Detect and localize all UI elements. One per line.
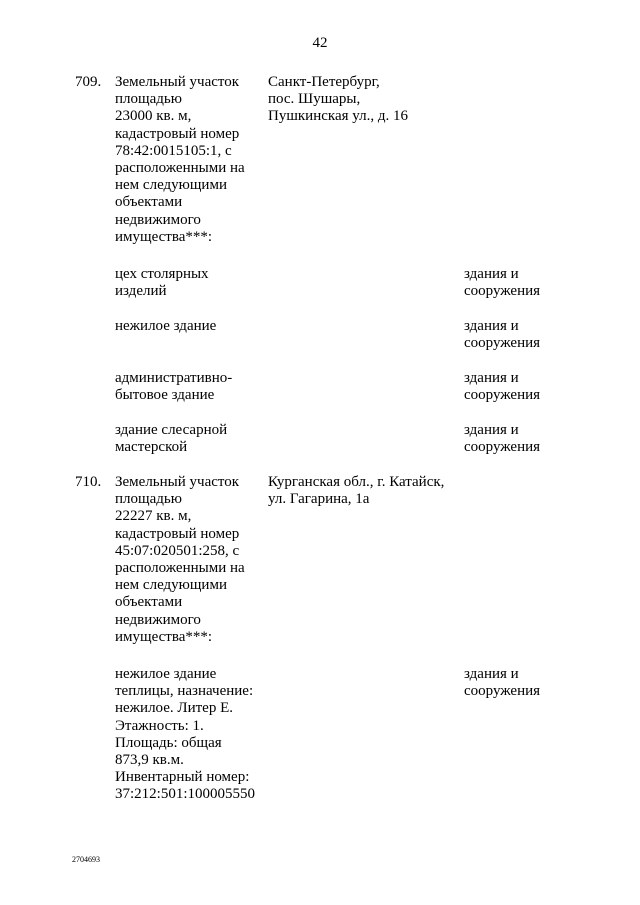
object-category: здания и сооружения: [464, 318, 541, 352]
object-category: здания и сооружения: [464, 370, 541, 404]
object-category: здания и сооружения: [464, 666, 541, 700]
object-name: здание слесарной мастерской: [115, 422, 228, 456]
entry-number-710: 710.: [75, 474, 102, 490]
object-category: здания и сооружения: [464, 266, 541, 300]
object-name: нежилое здание: [115, 318, 217, 334]
object-category: здания и сооружения: [464, 422, 541, 456]
footer-code: 2704693: [72, 855, 100, 864]
object-name: административно- бытовое здание: [115, 370, 233, 404]
entry-description-709: Земельный участок площадью 23000 кв. м, кадастровый номер 78:42:0015105:1, с расположенными на нем следующими объектами недвижимого имущества***:: [115, 74, 245, 245]
entry-address-710: Курганская обл., г. Катайск, ул. Гагарина, 1а: [268, 474, 445, 508]
entry-description-710: Земельный участок площадью 22227 кв. м, кадастровый номер 45:07:020501:258, с расположенными на нем следующими объектами недвижимого имущества***:: [115, 474, 245, 645]
object-name: цех столярных изделий: [115, 266, 209, 300]
entry-address-709: Санкт-Петербург, пос. Шушары, Пушкинская ул., д. 16: [268, 74, 408, 125]
entry-number-709: 709.: [75, 74, 102, 90]
page-number: 42: [312, 35, 328, 51]
object-name: нежилое здание теплицы, назначение: нежилое. Литер Е. Этажность: 1. Площадь: общая 873,9 кв.м. Инвентарный номер: 37:212:501:100005550: [115, 666, 256, 803]
